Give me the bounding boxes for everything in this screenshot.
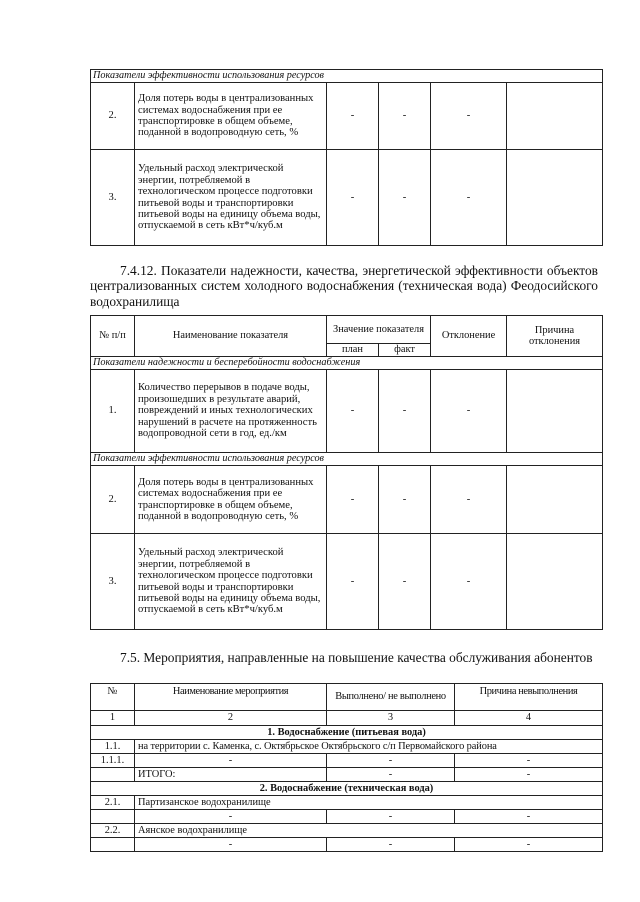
plan-value: - (327, 534, 379, 630)
done-value: - (327, 768, 455, 782)
done-value: - (327, 754, 455, 768)
header-num: № (91, 684, 135, 711)
reason-value: - (455, 810, 603, 824)
row-number (91, 810, 135, 824)
fact-value: - (379, 466, 431, 534)
row-number: 2.1. (91, 796, 135, 810)
done-value: - (327, 838, 455, 852)
plan-value: - (327, 150, 379, 246)
measure-name: на территории с. Каменка, с. Октябрьское Октябрьского с/п Первомайского района (135, 740, 603, 754)
section-header: Показатели надежности и бесперебойности водоснабжения (91, 357, 603, 370)
row-number: 1.1.1. (91, 754, 135, 768)
row-number: 2. (91, 83, 135, 150)
section-header: Показатели эффективности использования ресурсов (91, 70, 603, 83)
header-done: Выполнено/ не выполнено (327, 684, 455, 711)
header-reason: Причина отклонения (507, 316, 603, 357)
deviation-value: - (431, 466, 507, 534)
header-reason: Причина невыполнения (455, 684, 603, 711)
section-header: 1. Водоснабжение (питьевая вода) (91, 726, 603, 740)
col-number: 1 (91, 711, 135, 726)
deviation-value: - (431, 150, 507, 246)
measure-name: Аянское водохранилище (135, 824, 603, 838)
reason-value: - (455, 768, 603, 782)
reason-value (507, 534, 603, 630)
deviation-value: - (431, 370, 507, 453)
header-num: № п/п (91, 316, 135, 357)
reason-value (507, 83, 603, 150)
plan-value: - (327, 83, 379, 150)
indicator-name: Удельный расход электрической энергии, потребляемой в технологическом процессе подготовки питьевой воды и транспортировки питьевой воды на единицу объема воды, отпускаемой в сеть кВт*ч/куб.м (135, 150, 327, 246)
reason-value (507, 150, 603, 246)
col-number: 4 (455, 711, 603, 726)
section-heading-7-5: 7.5. Мероприятия, направленные на повышение качества обслуживания абонентов (120, 650, 593, 665)
fact-value: - (379, 534, 431, 630)
fact-value: - (379, 150, 431, 246)
row-number: 3. (91, 150, 135, 246)
header-plan: план (327, 344, 379, 357)
header-fact: факт (379, 344, 431, 357)
table-measures (90, 683, 603, 852)
indicator-name: Доля потерь воды в централизованных системах водоснабжения при ее транспортировке в общем объеме, поданной в водопроводную сеть, % (135, 83, 327, 150)
measure-name: - (135, 754, 327, 768)
col-number: 3 (327, 711, 455, 726)
indicator-name: Удельный расход электрической энергии, потребляемой в технологическом процессе подготовки питьевой воды и транспортировки питьевой воды на единицу объема воды, отпускаемой в сеть кВт*ч/куб.м (135, 534, 327, 630)
header-deviation: Отклонение (431, 316, 507, 357)
row-number (91, 768, 135, 782)
header-value: Значение показателя (327, 316, 431, 344)
reason-value (507, 370, 603, 453)
row-number: 1.1. (91, 740, 135, 754)
section-heading-7-4-12: 7.4.12. Показатели надежности, качества, энергетической эффективности объектов централизованных систем холодного водоснабжения (техническая вода) Феодосийского водохранилища (90, 263, 598, 309)
measure-name: - (135, 810, 327, 824)
measure-name: Партизанское водохранилище (135, 796, 603, 810)
col-number: 2 (135, 711, 327, 726)
done-value: - (327, 810, 455, 824)
measure-name: - (135, 838, 327, 852)
row-number: 3. (91, 534, 135, 630)
deviation-value: - (431, 83, 507, 150)
plan-value: - (327, 370, 379, 453)
row-number: 2. (91, 466, 135, 534)
row-number (91, 838, 135, 852)
table-indicators-feodosia (90, 315, 603, 630)
indicator-name: Количество перерывов в подаче воды, произошедших в результате аварий, повреждений и иных технологических нарушений в расчете на протяженность водопроводной сети в год, ед./км (135, 370, 327, 453)
total-label: ИТОГО: (135, 768, 327, 782)
fact-value: - (379, 83, 431, 150)
reason-value: - (455, 754, 603, 768)
row-number: 2.2. (91, 824, 135, 838)
fact-value: - (379, 370, 431, 453)
reason-value (507, 466, 603, 534)
indicator-name: Доля потерь воды в централизованных системах водоснабжения при ее транспортировке в общем объеме, поданной в водопроводную сеть, % (135, 466, 327, 534)
header-measure-name: Наименование мероприятия (135, 684, 327, 711)
deviation-value: - (431, 534, 507, 630)
section-header: 2. Водоснабжение (техническая вода) (91, 782, 603, 796)
reason-value: - (455, 838, 603, 852)
table-top-continuation (90, 69, 603, 246)
row-number: 1. (91, 370, 135, 453)
header-name: Наименование показателя (135, 316, 327, 357)
section-header: Показатели эффективности использования ресурсов (91, 453, 603, 466)
plan-value: - (327, 466, 379, 534)
